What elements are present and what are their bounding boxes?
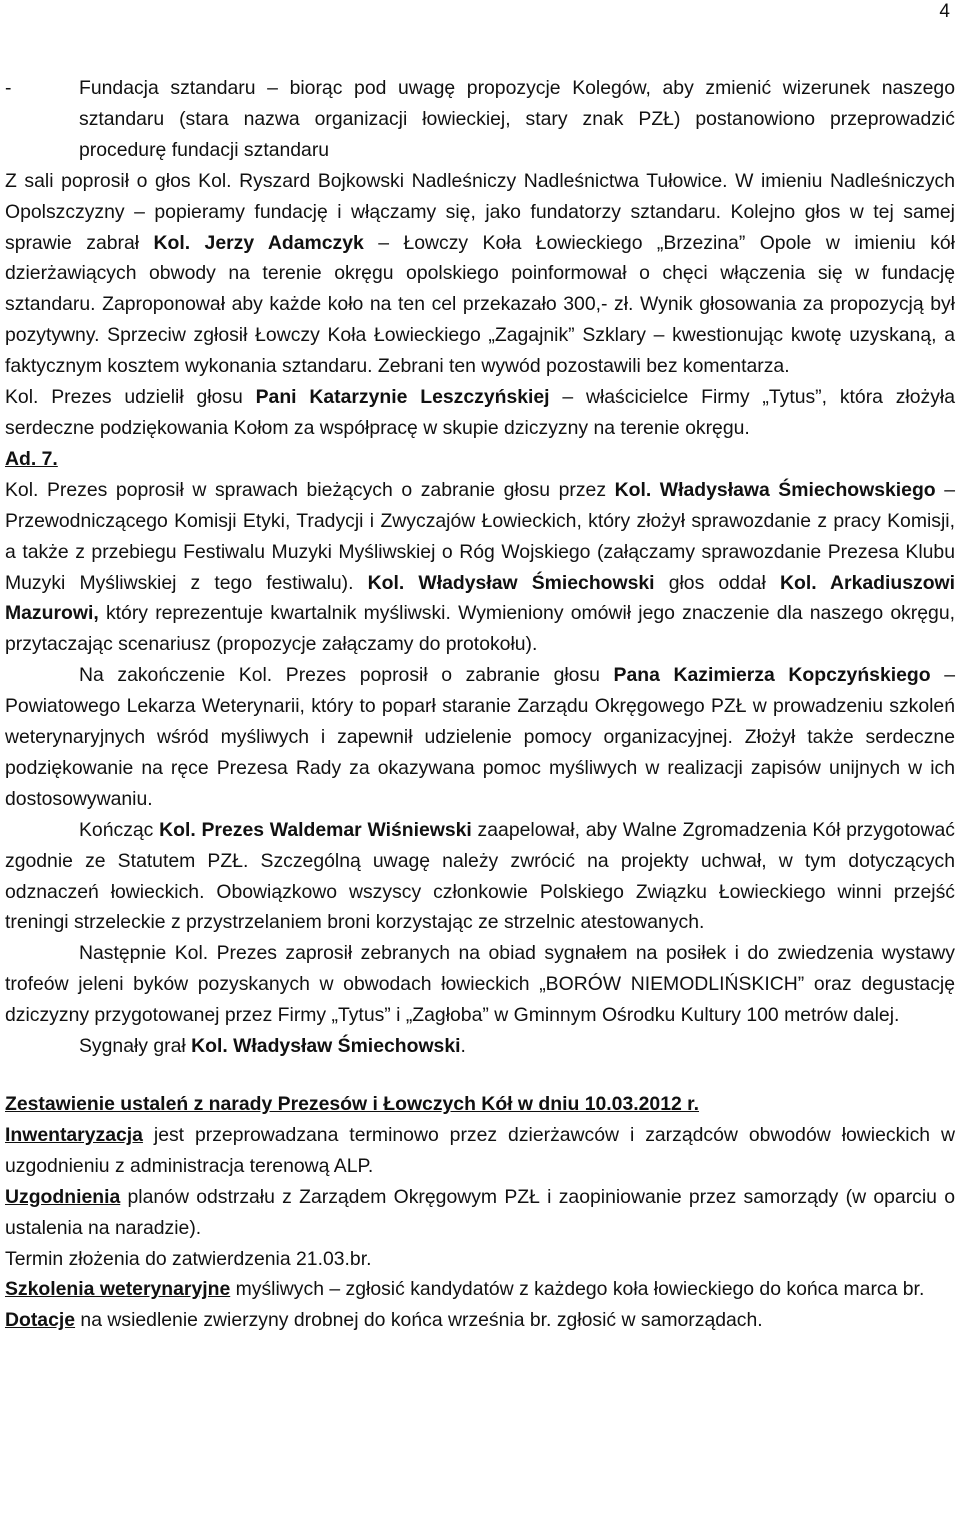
paragraph-text: Z sali poprosił o głos Kol. Ryszard Bojkowski Nadleśniczy Nadleśnictwa Tułowice. W imieniu Nadleśniczych Opolszczyzny – popieramy fundację i włączamy się, jako fundatorzy sztandaru. Kolejno głos w tej samej sprawie zabrał	[5, 169, 955, 254]
bold-name: Kol. Władysława Śmiechowskiego	[614, 478, 936, 501]
paragraph-text: zaapelował, aby Walne Zgromadzenia Kół przygotować zgodnie ze Statutem PZŁ. Szczególną uwagę należy zwrócić na projekty uchwał, w tym dotyczących odznaczeń łowieckich. Obowiązkowo wszyscy członkowie Polskiego Związku Łowieckiego winni przejść treningi strzeleckie z przystrzelaniem broni korzystając ze strzelnic atestowanych.	[5, 818, 955, 934]
summary-term: Dotacje	[5, 1309, 76, 1332]
bold-name: Pana Kazimierza Kopczyńskiego	[613, 664, 931, 687]
paragraph-wisniewski	[5, 815, 955, 939]
paragraph-text: Na zakończenie Kol. Prezes poprosił o zabranie głosu	[79, 664, 614, 687]
paragraph-leszczynska	[5, 382, 955, 444]
paragraph-text: który reprezentuje kwartalnik myśliwski. Wymieniony omówił jego znaczenie dla naszego okręgu, przytaczając scenariusz (propozycje załączamy do protokołu).	[5, 602, 955, 656]
paragraph-text: głos oddał	[654, 571, 780, 594]
bold-name: Kol. Jerzy Adamczyk	[153, 231, 364, 254]
bold-name: Kol. Władysław Śmiechowski	[367, 571, 655, 594]
paragraph-smiechowski	[5, 475, 955, 660]
document-body	[5, 73, 955, 1336]
paragraph-text: – właścicielce Firmy „Tytus”, która złożyła serdeczne podziękowania Kołom za współpracę w skupie dziczyzny na terenie okręgu.	[5, 386, 956, 439]
summary-item-dotacje	[5, 1305, 955, 1336]
bold-name: Pani Katarzynie Leszczyńskiej	[255, 386, 550, 409]
paragraph-text: Kończąc	[79, 818, 160, 841]
page-number: 4	[939, 1, 950, 22]
paragraph-text: – Przewodniczącego Komisji Etyki, Tradycji i Zwyczajów Łowieckich, który złożył sprawozdanie z pracy Komisji, a także z przebiegu Festiwalu Muzyki Myśliwskiej o Róg Wojskiego (załączamy sprawozdanie Prezesa Klubu Muzyki Myśliwskiej z tego festiwalu).	[5, 478, 956, 594]
section-heading-ad7: Ad. 7.	[5, 447, 58, 470]
summary-deadline: Termin złożenia do zatwierdzenia 21.03.br.	[5, 1247, 372, 1270]
paragraph-obiad	[5, 938, 955, 1031]
spacer	[5, 1062, 955, 1089]
summary-text: planów odstrzału z Zarządem Okręgowym PZŁ i zaopiniowanie przez samorządy (w oparciu o ustalenia na naradzie).	[5, 1185, 955, 1239]
summary-term: Inwentaryzacja	[5, 1123, 143, 1146]
paragraph-text: .	[460, 1035, 466, 1058]
paragraph-text: Kol. Prezes poprosił w sprawach bieżących o zabranie głosu przez	[5, 478, 615, 501]
summary-term: Szkolenia weterynaryjne	[5, 1278, 231, 1301]
summary-item-szkolenia	[5, 1274, 955, 1305]
paragraph-text: Kol. Prezes udzielił głosu	[5, 386, 256, 409]
list-dash: -	[5, 77, 12, 99]
paragraph-text: Fundacja sztandaru – biorąc pod uwagę propozycje Kolegów, aby zmienić wizerunek naszego sztandaru (stara nazwa organizacji łowieckiej, stary znak PZŁ) postanowiono przeprowadzić procedurę fundacji sztandaru	[79, 77, 955, 161]
summary-text: na wsiedlenie zwierzyny drobnej do końca września br. zgłosić w samorządach.	[75, 1309, 763, 1332]
summary-item-uzgodnienia	[5, 1182, 955, 1244]
paragraph-sygnaly	[5, 1031, 955, 1062]
paragraph-text: – Powiatowego Lekarza Weterynarii, który to poparł staranie Zarządu Okręgowego PZŁ w prowadzeniu szkoleń weterynaryjnych wśród myśliwych i zapewnił udzielenie pomocy organizacyjnej. Złożył także serdeczne podziękowanie na ręce Prezesa Rady za okazywana pomoc myśliwych w realizacji zapisów unijnych w ich dostosowywaniu.	[5, 664, 955, 810]
bold-name: Kol. Arkadiuszowi Mazurowi,	[5, 571, 956, 625]
summary-item-inwentaryzacja	[5, 1120, 955, 1182]
paragraph-kopczynski	[5, 660, 955, 815]
paragraph-text: – Łowczy Koła Łowieckiego „Brzezina” Opole w imieniu kół dzierżawiących obwody na terenie okręgu opolskiego poinformował o chęci włączenia się w fundację sztandaru. Zaproponował aby każde koło na ten cel przekazało 300,- zł. Wynik głosowania za propozycją był pozytywny. Sprzeciw zgłosił Łowczy Koła Łowieckiego „Zagajnik” Szklary – kwestionując kwotę uzyskaną, a faktycznym kosztem wykonania sztandaru. Zebrani ten wywód pozostawili bez komentarza.	[5, 231, 955, 378]
summary-heading: Zestawienie ustaleń z narady Prezesów i Łowczych Kół w dniu 10.03.2012 r.	[5, 1093, 700, 1115]
paragraph-text: Sygnały grał	[79, 1035, 192, 1058]
bold-name: Kol. Prezes Waldemar Wiśniewski	[159, 818, 472, 841]
paragraph-text: Następnie Kol. Prezes zaprosił zebranych na obiad sygnałem na posiłek i do zwiedzenia wystawy trofeów jeleni byków pozyskanych w obwodach łowieckich „BORÓW NIEMODLIŃSKICH” oraz degustację dziczyzny przygotowanej przez Firmy „Tytus” i „Zagłoba” w Gminnym Ośrodku Kultury 100 metrów dalej.	[5, 942, 955, 1027]
paragraph-sztandar-fundacja	[5, 73, 955, 166]
paragraph-bojkowski	[5, 166, 955, 382]
summary-text: myśliwych – zgłosić kandydatów z każdego koła łowieckiego do końca marca br.	[230, 1278, 925, 1301]
summary-text: jest przeprowadzana terminowo przez dzierżawców i zarządców obwodów łowieckich w uzgodnieniu z administracja terenową ALP.	[5, 1123, 955, 1177]
bold-name: Kol. Władysław Śmiechowski	[191, 1035, 461, 1058]
summary-term: Uzgodnienia	[5, 1185, 121, 1208]
